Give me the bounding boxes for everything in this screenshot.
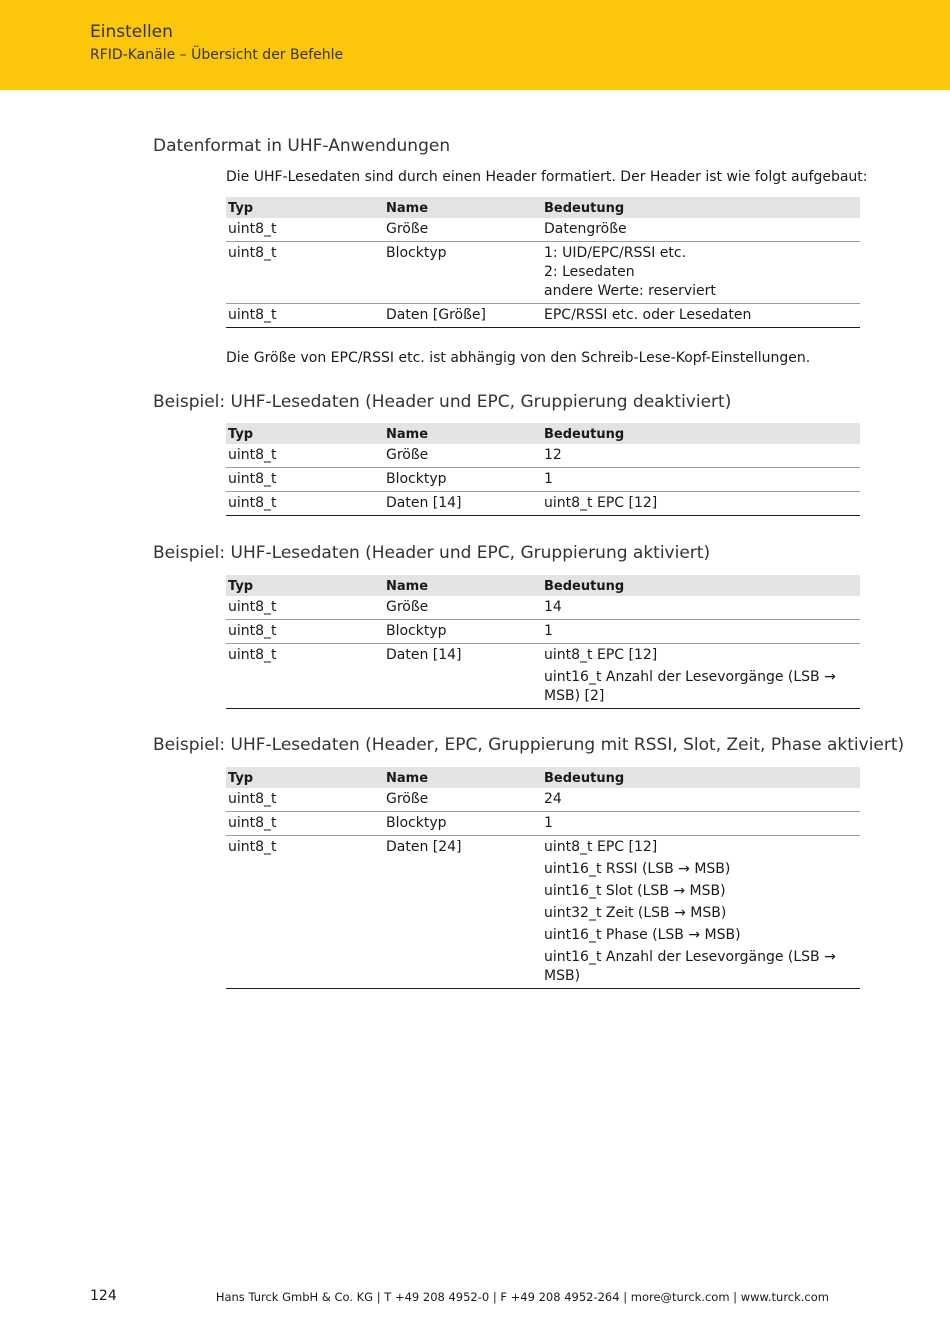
column-header-typ: Typ (226, 423, 384, 444)
cell-name: Blocktyp (384, 468, 542, 492)
table-row (226, 492, 860, 516)
cell-bedeutung: Datengröße (542, 218, 860, 242)
cell-typ: uint8_t (226, 218, 384, 242)
table-row (226, 812, 860, 836)
column-header-bedeutung: Bedeutung (542, 575, 860, 596)
cell-typ: uint8_t (226, 304, 384, 328)
column-header-name: Name (384, 423, 542, 444)
column-header-typ: Typ (226, 767, 384, 788)
example-2-table (226, 575, 860, 709)
meaning-line: uint16_t Anzahl der Lesevorgänge (LSB → MSB) (544, 949, 836, 984)
cell-name: Blocktyp (384, 242, 542, 304)
example-3-table (226, 767, 860, 989)
cell-name: Daten [Größe] (384, 304, 542, 328)
cell-typ: uint8_t (226, 468, 384, 492)
cell-name: Größe (384, 596, 542, 620)
table-row (226, 444, 860, 468)
meaning-line: uint16_t Anzahl der Lesevorgänge (LSB → MSB) [2] (544, 669, 836, 704)
cell-bedeutung: 14 (542, 596, 860, 620)
table-row (226, 836, 860, 989)
table-row (226, 468, 860, 492)
cell-typ: uint8_t (226, 242, 384, 304)
table-row (226, 242, 860, 304)
cell-name: Blocktyp (384, 812, 542, 836)
meaning-line: uint32_t Zeit (LSB → MSB) (544, 905, 727, 921)
meaning-line: 1: UID/EPC/RSSI etc. (544, 245, 687, 261)
cell-bedeutung: uint8_t EPC [12] (542, 492, 860, 516)
meaning-line: uint8_t EPC [12] (544, 839, 658, 855)
column-header-typ: Typ (226, 197, 384, 218)
column-header-name: Name (384, 767, 542, 788)
section-heading-example-3: Beispiel: UHF-Lesedaten (Header, EPC, Gruppierung mit RSSI, Slot, Zeit, Phase aktiviert) (153, 735, 905, 755)
table-header-row (226, 197, 860, 218)
table-row (226, 596, 860, 620)
cell-typ: uint8_t (226, 812, 384, 836)
cell-typ: uint8_t (226, 836, 384, 989)
page-number: 124 (90, 1288, 117, 1304)
cell-bedeutung: 12 (542, 444, 860, 468)
table-row (226, 644, 860, 709)
cell-name: Daten [14] (384, 492, 542, 516)
cell-bedeutung: 1 (542, 812, 860, 836)
meaning-line: uint8_t EPC [12] (544, 647, 658, 663)
column-header-name: Name (384, 575, 542, 596)
section-heading-example-2: Beispiel: UHF-Lesedaten (Header und EPC, Gruppierung aktiviert) (153, 543, 711, 563)
cell-name: Größe (384, 444, 542, 468)
chapter-subtitle: RFID-Kanäle – Übersicht der Befehle (90, 47, 344, 63)
cell-typ: uint8_t (226, 444, 384, 468)
section-heading-example-1: Beispiel: UHF-Lesedaten (Header und EPC, Gruppierung deaktiviert) (153, 392, 732, 412)
cell-typ: uint8_t (226, 644, 384, 709)
table-row (226, 304, 860, 328)
column-header-typ: Typ (226, 575, 384, 596)
meaning-line: uint16_t RSSI (LSB → MSB) (544, 861, 731, 877)
cell-typ: uint8_t (226, 620, 384, 644)
section-heading-datenformat: Datenformat in UHF-Anwendungen (153, 136, 451, 156)
cell-bedeutung: 1 (542, 620, 860, 644)
cell-name: Größe (384, 218, 542, 242)
column-header-bedeutung: Bedeutung (542, 423, 860, 444)
intro-paragraph: Die UHF-Lesedaten sind durch einen Header formatiert. Der Header ist wie folgt aufgebaut: (226, 169, 868, 185)
cell-bedeutung: 24 (542, 788, 860, 812)
cell-typ: uint8_t (226, 596, 384, 620)
cell-typ: uint8_t (226, 492, 384, 516)
chapter-title: Einstellen (90, 22, 173, 42)
cell-name: Blocktyp (384, 620, 542, 644)
cell-bedeutung (542, 644, 860, 709)
table-row (226, 788, 860, 812)
example-1-table (226, 423, 860, 516)
meaning-line: 2: Lesedaten (544, 264, 635, 280)
table-row (226, 218, 860, 242)
table-header-row (226, 767, 860, 788)
meaning-line: uint16_t Phase (LSB → MSB) (544, 927, 741, 943)
cell-bedeutung (542, 242, 860, 304)
table-row (226, 620, 860, 644)
cell-name: Daten [24] (384, 836, 542, 989)
cell-name: Größe (384, 788, 542, 812)
column-header-bedeutung: Bedeutung (542, 767, 860, 788)
meaning-line: uint16_t Slot (LSB → MSB) (544, 883, 726, 899)
cell-bedeutung: EPC/RSSI etc. oder Lesedaten (542, 304, 860, 328)
table-header-row (226, 423, 860, 444)
cell-typ: uint8_t (226, 788, 384, 812)
meaning-line: andere Werte: reserviert (544, 283, 716, 299)
column-header-name: Name (384, 197, 542, 218)
header-format-table (226, 197, 860, 328)
header-band (0, 0, 950, 90)
cell-bedeutung (542, 836, 860, 989)
table-header-row (226, 575, 860, 596)
cell-bedeutung: 1 (542, 468, 860, 492)
footer-company-info: Hans Turck GmbH & Co. KG | T +49 208 4952-0 | F +49 208 4952-264 | more@turck.com | www.turck.com (215, 1290, 829, 1304)
cell-name: Daten [14] (384, 644, 542, 709)
size-note: Die Größe von EPC/RSSI etc. ist abhängig von den Schreib-Lese-Kopf-Einstellungen. (226, 350, 811, 366)
column-header-bedeutung: Bedeutung (542, 197, 860, 218)
